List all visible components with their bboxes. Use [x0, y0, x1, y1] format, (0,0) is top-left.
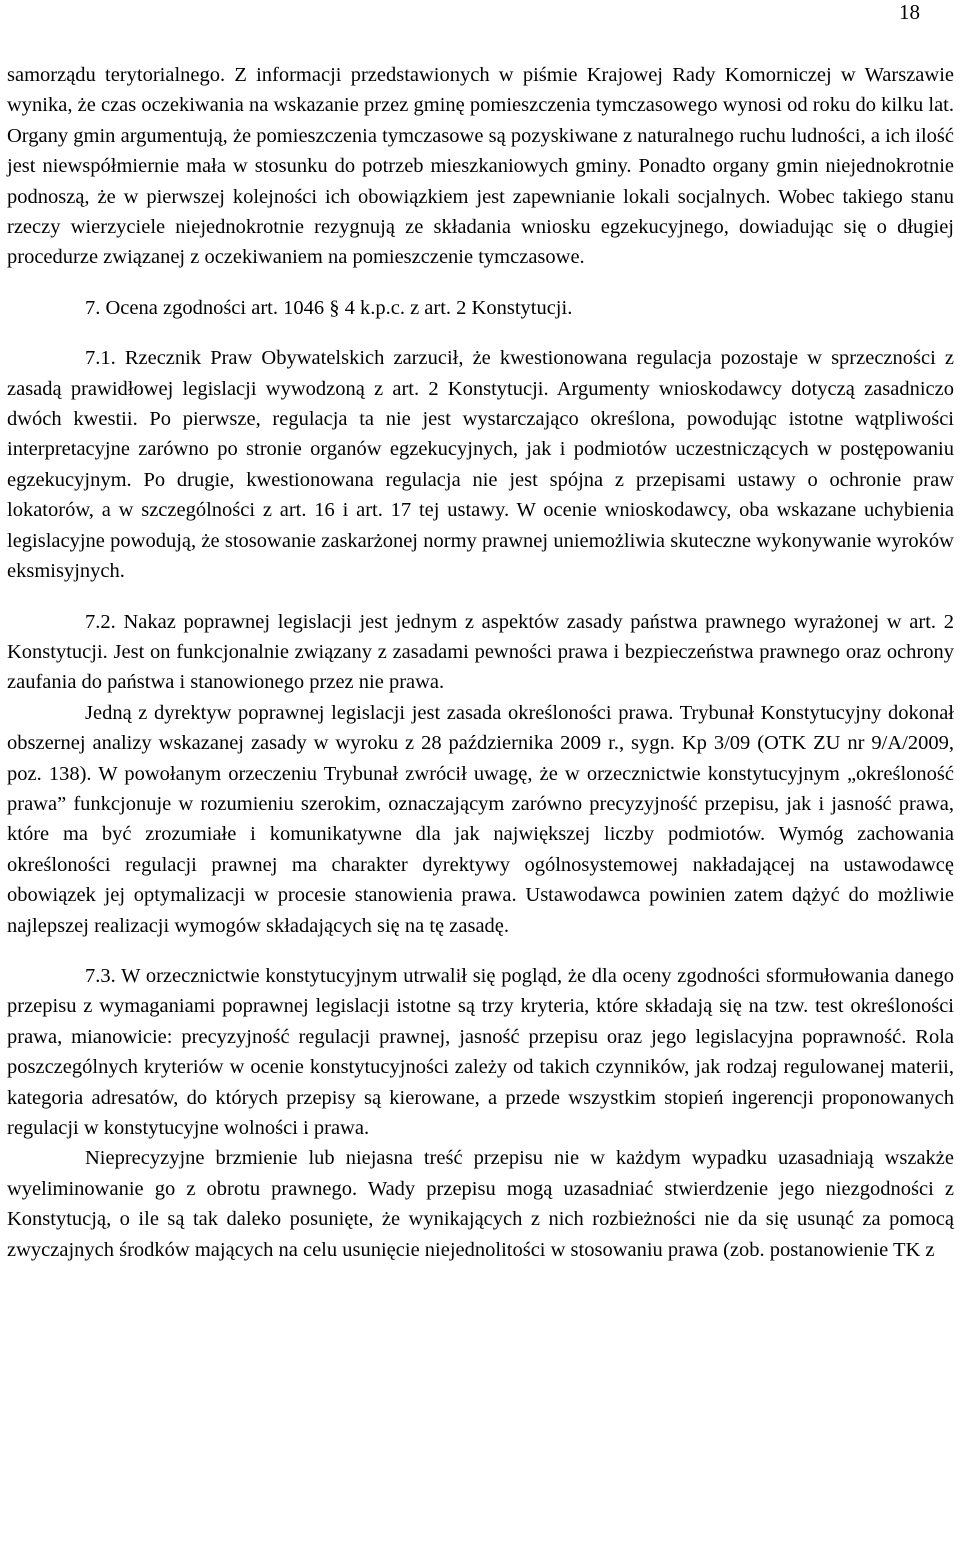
section-heading-7: 7. Ocena zgodności art. 1046 § 4 k.p.c. z art. 2 Konstytucji.	[85, 296, 573, 319]
paragraph-7-3: 7.3. W orzecznictwie konstytucyjnym utrwalił się pogląd, że dla oceny zgodności sformułowania danego przepisu z wymaganiami poprawnej legislacji istotne są trzy kryteria, które składają się na tzw. test określoności prawa, mianowicie: precyzyjność regulacji prawnej, jasność przepisu oraz jego legislacyjna poprawność. Rola poszczególnych kryteriów w ocenie konstytucyjności zależy od takich czynników, jak rodzaj regulowanej materii, kategoria adresatów, do których przepisy są kierowane, a przede wszystkim stopień ingerencji proponowanych regulacji w konstytucyjne wolności i prawa.	[7, 964, 954, 1139]
paragraph-continuation: samorządu terytorialnego. Z informacji przedstawionych w piśmie Krajowej Rady Komorniczej w Warszawie wynika, że czas oczekiwania na wskazanie przez gminę pomieszczenia tymczasowego wynosi od roku do kilku lat. Organy gmin argumentują, że pomieszczenia tymczasowe są pozyskiwane z naturalnego ruchu ludności, a ich ilość jest niewspółmiernie mała w stosunku do potrzeb mieszkaniowych gminy. Ponadto organy gmin niejednokrotnie podnoszą, że w pierwszej kolejności ich obowiązkiem jest zapewnianie lokali socjalnych. Wobec takiego stanu rzeczy wierzyciele niejednokrotnie rezygnują ze składania wniosku egzekucyjnego, dowiadując się o długiej procedurze związanej z oczekiwaniem na pomieszczenie tymczasowe.	[7, 64, 954, 269]
page-number: 18	[899, 0, 920, 24]
document-body	[7, 60, 954, 1265]
paragraph-7-2-continued: Jedną z dyrektyw poprawnej legislacji jest zasada określoności prawa. Trybunał Konstytucyjny dokonał obszernej analizy wskazanej zasady w wyroku z 28 października 2009 r., sygn. Kp 3/09 (OTK ZU nr 9/A/2009, poz. 138). W powołanym orzeczeniu Trybunał zwrócił uwagę, że w orzecznictwie konstytucyjnym „określoność prawa” funkcjonuje w rozumieniu szerokim, oznaczającym zarówno precyzyjność przepisu, jak i jasność prawa, które ma być zrozumiałe i komunikatywne dla jak największej liczby podmiotów. Wymóg zachowania określoności regulacji prawnej ma charakter dyrektywy ogólnosystemowej nakładającej na ustawodawcę obowiązek jej optymalizacji w procesie stanowienia prawa. Ustawodawca powinien zatem dążyć do możliwie najlepszej realizacji wymogów składających się na tę zasadę.	[7, 701, 954, 937]
paragraph-7-3-continued: Nieprecyzyjne brzmienie lub niejasna treść przepisu nie w każdym wypadku uzasadniają wszakże wyeliminowanie go z obrotu prawnego. Wady przepisu mogą uzasadniać stwierdzenie jego niezgodności z Konstytucją, o ile są tak daleko posunięte, że wynikających z nich rozbieżności nie da się usunąć za pomocą zwyczajnych środków mających na celu usunięcie niejednolitości w stosowaniu prawa (zob. postanowienie TK z	[7, 1147, 954, 1261]
paragraph-7-2: 7.2. Nakaz poprawnej legislacji jest jednym z aspektów zasady państwa prawnego wyrażonej w art. 2 Konstytucji. Jest on funkcjonalnie związany z zasadami pewności prawa i bezpieczeństwa prawnego oraz ochrony zaufania do państwa i stanowionego przez nie prawa.	[7, 610, 954, 694]
paragraph-7-1: 7.1. Rzecznik Praw Obywatelskich zarzucił, że kwestionowana regulacja pozostaje w sprzeczności z zasadą prawidłowej legislacji wywodzoną z art. 2 Konstytucji. Argumenty wnioskodawcy dotyczą zasadniczo dwóch kwestii. Po pierwsze, regulacja ta nie jest wystarczająco określona, powodując istotne wątpliwości interpretacyjne zarówno po stronie organów egzekucyjnych, jak i podmiotów uczestniczących w postępowaniu egzekucyjnym. Po drugie, kwestionowana regulacja nie jest spójna z przepisami ustawy o ochronie praw lokatorów, a w szczególności z art. 16 i art. 17 tej ustawy. W ocenie wnioskodawcy, oba wskazane uchybienia legislacyjne powodują, że stosowanie zaskarżonej normy prawnej uniemożliwia skuteczne wykonywanie wyroków eksmisyjnych.	[7, 347, 954, 583]
